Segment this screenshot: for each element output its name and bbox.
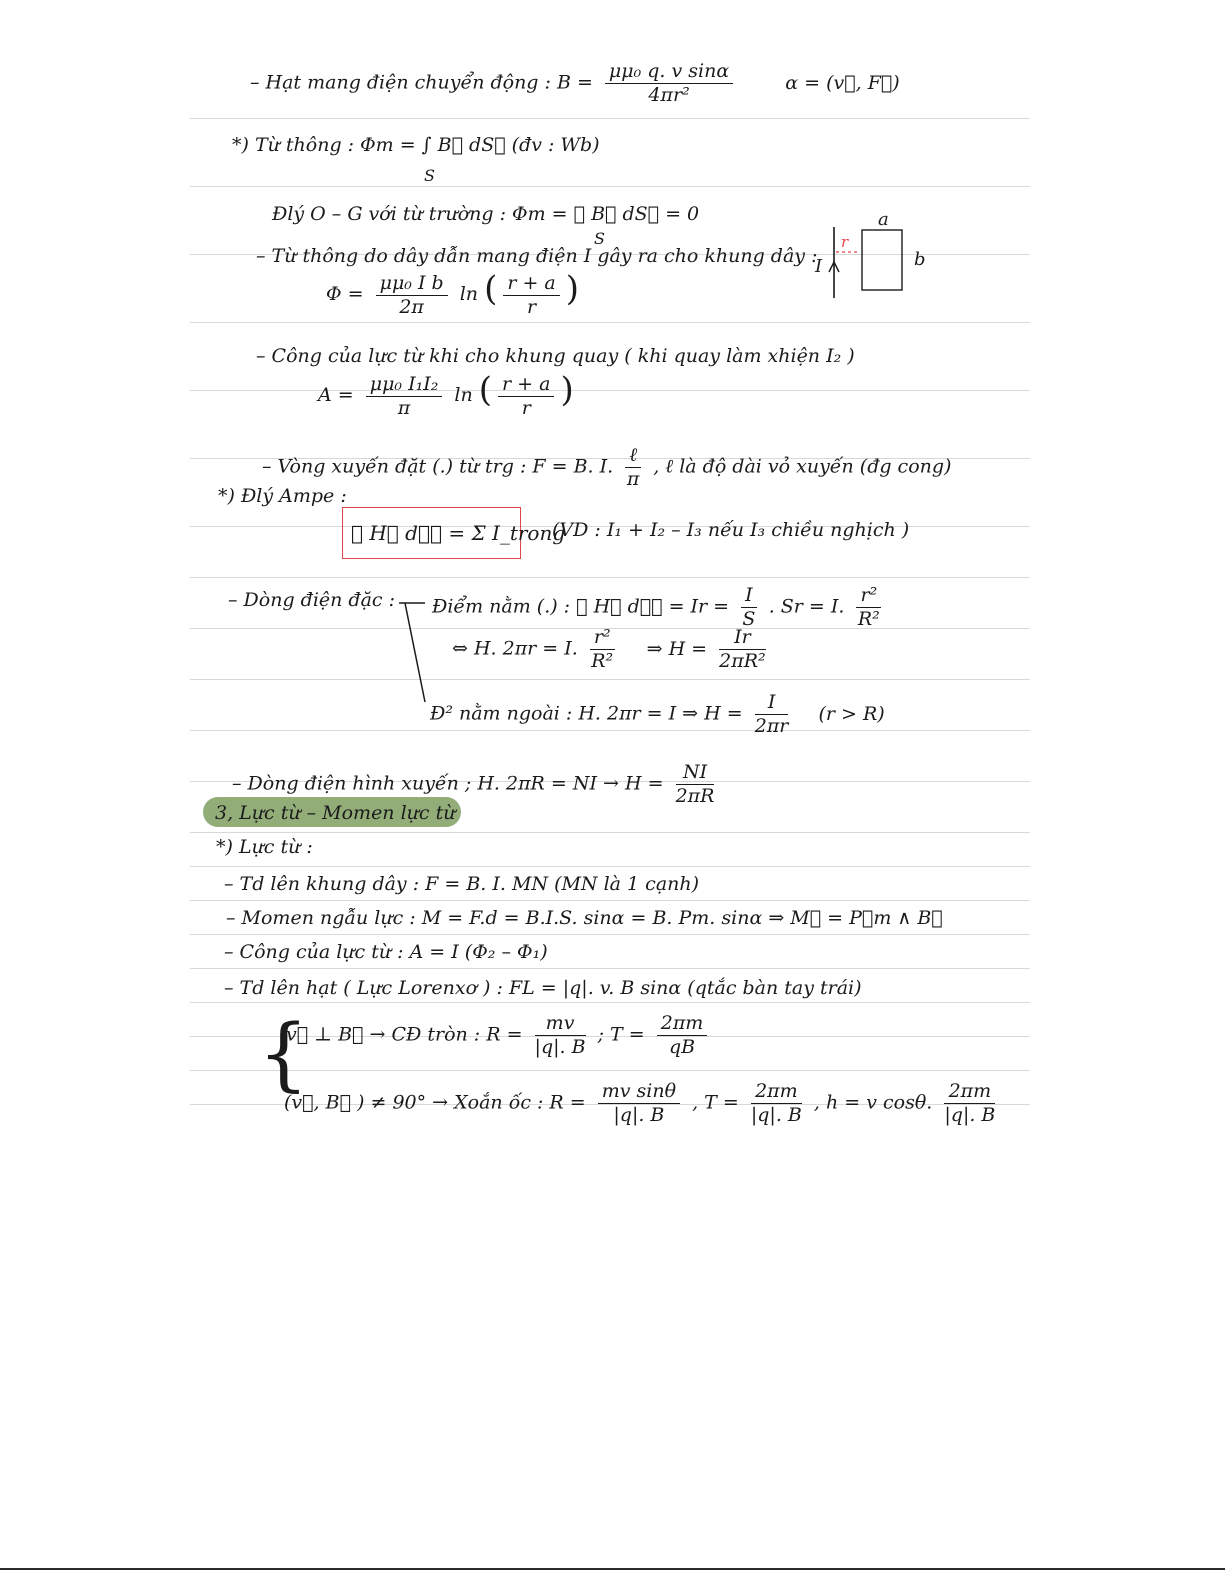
inside-point-label: Điểm nằm (.) : ∮ H⃗ dℓ⃗ = Ir =: [432, 595, 730, 618]
fraction-denominator: 2πr: [754, 715, 789, 737]
fraction-denominator: π: [626, 468, 640, 490]
ostrogradsky-gauss-law: Đlý O – G với từ trường : Φm = ∮ B⃗ dS⃗ = 0: [272, 203, 700, 225]
ruled-line: [190, 1070, 1030, 1071]
helix-pitch-label: , h = v cosθ.: [813, 1091, 933, 1114]
fraction-numerator: I: [755, 693, 789, 715]
helix-radius-fraction: [598, 1082, 680, 1125]
work-fraction: [366, 372, 443, 419]
inside-point-line: [432, 586, 887, 629]
ruled-line: [190, 118, 1030, 119]
fraction-denominator: 4πr²: [648, 84, 690, 106]
ampere-example: (VD : I₁ + I₂ – I₃ nếu I₃ chiều nghịch ): [552, 519, 910, 541]
fraction-denominator: 2πR: [675, 785, 715, 807]
work-symbol: A =: [318, 384, 354, 406]
toroid-force-note: , ℓ là độ dài vỏ xuyến (đg cong): [653, 455, 952, 478]
ruled-line: [190, 832, 1030, 833]
outside-field-line: [430, 693, 885, 736]
fraction-denominator: R²: [591, 650, 614, 672]
period-fraction: [657, 1014, 708, 1057]
helix-pitch-fraction: [944, 1082, 995, 1125]
ruled-line: [190, 186, 1030, 187]
current-density-fraction: [741, 586, 757, 629]
toroid-force-line: [262, 446, 951, 489]
fraction-numerator: mv sinθ: [598, 1082, 680, 1104]
fraction-denominator: qB: [668, 1036, 696, 1058]
fraction-denominator: π: [397, 396, 411, 419]
loop-rectangle: [862, 230, 902, 290]
fraction-numerator: r²: [856, 586, 881, 608]
period-label: ; T =: [597, 1023, 645, 1046]
toroid-field-label: – Dòng điện hình xuyến ; H. 2πR = NI → H =: [232, 772, 664, 795]
fraction-numerator: 2πm: [944, 1082, 995, 1104]
helical-motion-label: (v⃗, B⃗ ) ≠ 90° → Xoắn ốc : R =: [284, 1091, 586, 1114]
ruled-line: [190, 679, 1030, 680]
ampere-law-box: [342, 507, 566, 559]
loop-side-b-label: b: [914, 249, 926, 270]
solid-current-heading: – Dòng điện đặc :: [228, 589, 395, 611]
flux-surface-subscript: S: [424, 166, 435, 185]
fraction-denominator: |q|. B: [613, 1104, 665, 1126]
circular-motion-label: v⃗ ⊥ B⃗ → CĐ tròn : R =: [286, 1023, 523, 1046]
cases-brace: {: [258, 1007, 309, 1100]
toroid-force-fraction: [625, 446, 641, 489]
force-on-loop: – Td lên khung dây : F = B. I. MN (MN là 1 cạnh): [224, 873, 700, 895]
fraction-denominator: |q|. B: [534, 1036, 586, 1058]
helical-motion-line: [284, 1082, 1001, 1125]
fraction-denominator: r: [521, 396, 531, 419]
moving-charge-fraction: [605, 62, 733, 105]
fraction-numerator: 2πm: [657, 1014, 708, 1036]
flux-wire-heading: – Từ thông do dây dẫn mang điện I gây ra cho khung dây :: [256, 245, 818, 267]
fraction-denominator: |q|. B: [750, 1104, 802, 1126]
outside-field-label: Đ² nằm ngoài : H. 2πr = I ⇒ H =: [430, 702, 743, 725]
fraction-denominator: 2πR²: [719, 650, 766, 672]
gauss-surface-subscript: S: [594, 229, 605, 248]
radius-ratio-fraction: [590, 628, 615, 671]
alpha-angle: α = (v⃗, F⃗): [785, 71, 900, 94]
ln-symbol: ln: [459, 283, 479, 305]
loop-side-a-label: a: [878, 209, 889, 230]
outside-field-condition: (r > R): [818, 702, 885, 725]
ampere-law-formula: ∮ H⃗ dℓ⃗ = Σ I_trong: [351, 521, 566, 545]
phi-symbol: Φ =: [326, 283, 364, 305]
ln-argument-fraction: [503, 271, 559, 318]
fraction-numerator: NI: [676, 763, 715, 785]
rotation-work-formula: A = $\frac{\text{μμ₀ I₁I₂}}{\pi}$ ln ( $\frac{r + a}{r}$ ): [318, 370, 574, 419]
outside-field-fraction: [755, 693, 789, 736]
flux-wire-formula: Φ = $\frac{\text{μμ₀ I b}}{2\pi}$ ln ( $\frac{r + a}{r}$ ): [326, 269, 580, 318]
magnetic-flux-def: *) Từ thông : Φm = ∫ B⃗ dS⃗ (đv : Wb): [232, 134, 600, 156]
fraction-numerator: μμ₀ q. v sinα: [605, 62, 733, 84]
fraction-denominator: 2π: [399, 295, 424, 318]
fraction-numerator: μμ₀ I₁I₂: [366, 375, 443, 397]
ln-symbol: ln: [454, 384, 473, 406]
fraction-denominator: R²: [857, 608, 880, 630]
fraction-denominator: r: [527, 295, 537, 318]
inside-field-arrow: ⇒ H =: [646, 637, 708, 660]
rotation-work-heading: – Công của lực từ khi cho khung quay ( khi quay làm xhiện I₂ ): [256, 345, 855, 367]
distance-r-label: r: [841, 233, 849, 251]
section-title: 3, Lực từ – Momen lực từ: [215, 802, 456, 824]
fraction-denominator: |q|. B: [944, 1104, 996, 1126]
ruled-line: [190, 390, 1030, 391]
fraction-numerator: r + a: [503, 274, 559, 296]
moving-charge-field-line: [250, 62, 900, 105]
toroid-force-label: – Vòng xuyến đặt (.) từ trg : F = B. I.: [262, 455, 614, 478]
fraction-numerator: ℓ: [625, 446, 641, 468]
fraction-numerator: mv: [535, 1014, 586, 1036]
ruled-line: [190, 900, 1030, 901]
fraction-numerator: r²: [590, 628, 615, 650]
ruled-line: [190, 322, 1030, 323]
fraction-numerator: 2πm: [751, 1082, 802, 1104]
ruled-line: [190, 968, 1030, 969]
flux-fraction: [376, 271, 448, 318]
fraction-numerator: I: [741, 586, 757, 608]
fraction-numerator: r + a: [498, 375, 554, 397]
ruled-line: [190, 577, 1030, 578]
ruled-line: [190, 934, 1030, 935]
section-highlight: [203, 797, 461, 827]
ruled-line: [190, 1002, 1030, 1003]
toroid-field-fraction: [676, 763, 715, 806]
helix-period-fraction: [751, 1082, 802, 1125]
inside-field-label: ⇔ H. 2πr = I.: [452, 637, 578, 660]
inside-field-fraction: [719, 628, 766, 671]
radius-ratio-fraction: [856, 586, 881, 629]
ampere-law-heading: *) Đlý Ampe :: [218, 485, 347, 507]
page-bottom-border: [0, 1568, 1225, 1570]
case-bracket: [395, 598, 435, 708]
fraction-numerator: μμ₀ I b: [376, 274, 448, 296]
fraction-denominator: S: [742, 608, 756, 630]
fraction-numerator: Ir: [719, 628, 766, 650]
inside-field-line: [452, 628, 772, 671]
lorentz-force-line: – Td lên hạt ( Lực Lorenxơ ) : FL = |q|. v. B sinα (qtắc bàn tay trái): [224, 977, 862, 999]
radius-fraction: [535, 1014, 586, 1057]
magnetic-force-heading: *) Lực từ :: [216, 836, 313, 858]
ln-argument-fraction: [498, 372, 554, 419]
magnetic-work-line: – Công của lực từ : A = I (Φ₂ – Φ₁): [224, 941, 548, 963]
current-I-label: I: [815, 256, 823, 277]
torque-line: – Momen ngẫu lực : M = F.d = B.I.S. sinα = B. Pm. sinα ⇒ M⃗ = P⃗m ∧ B⃗: [226, 907, 943, 929]
helix-period-label: , T =: [692, 1091, 739, 1114]
moving-charge-label: – Hạt mang điện chuyển động : B =: [250, 71, 593, 94]
circular-motion-line: [286, 1014, 713, 1057]
inside-point-middle: . Sr = I.: [768, 595, 845, 618]
ruled-line: [190, 866, 1030, 867]
